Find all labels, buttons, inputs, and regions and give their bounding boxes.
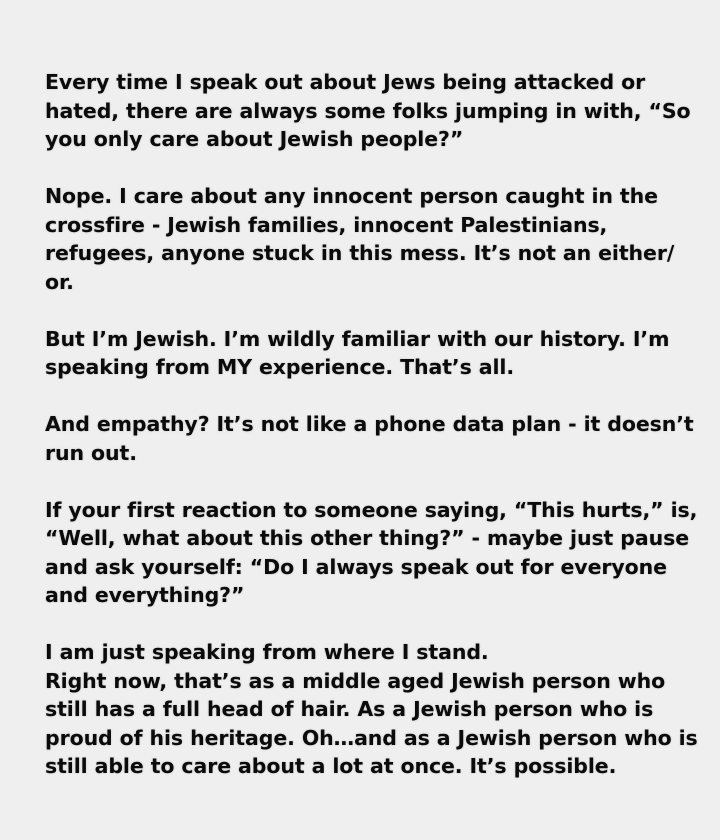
paragraph-4	[45, 410, 694, 467]
paragraph-line: And empathy? It’s not like a phone data plan - it doesn’t	[45, 412, 694, 436]
paragraph-line: refugees, anyone stuck in this mess. It’s not an either/	[45, 241, 675, 265]
paragraph-line: speaking from MY experience. That’s all.	[45, 355, 515, 379]
paragraph-line: proud of his heritage. Oh…and as a Jewish person who is	[45, 725, 698, 750]
paragraph-line: still has a full head of hair. As a Jewish person who is	[45, 697, 654, 721]
paragraph-line: hated, there are always some folks jumping in with, “So	[45, 98, 691, 123]
paragraph-line: and ask yourself: “Do I always speak out for everyone	[45, 554, 667, 579]
paragraph-1	[45, 68, 691, 154]
paragraph-6	[45, 638, 698, 781]
paragraph-line: “Well, what about this other thing?” - maybe just pause	[45, 526, 689, 550]
paragraph-line: you only care about Jewish people?”	[45, 127, 464, 151]
paragraph-line: or.	[45, 269, 74, 294]
paragraph-line: run out.	[45, 440, 137, 465]
paragraph-line: Every time I speak out about Jews being attacked or	[45, 70, 646, 94]
text-post-body	[45, 68, 698, 809]
paragraph-line: Right now, that’s as a middle aged Jewish person who	[45, 668, 666, 693]
paragraph-line: Nope. I care about any innocent person caught in the	[45, 184, 658, 208]
paragraph-line: and everything?”	[45, 583, 245, 607]
paragraph-line: If your first reaction to someone saying, “This hurts,” is,	[45, 497, 698, 522]
paragraph-3	[45, 325, 685, 382]
paragraph-line: crossfire - Jewish families, innocent Palestinians,	[45, 212, 608, 237]
paragraph-line: But I’m Jewish. I’m wildly familiar with our history. I’m	[45, 326, 670, 351]
paragraph-line: I am just speaking from where I stand.	[45, 640, 489, 664]
paragraph-2	[45, 182, 685, 296]
paragraph-line: still able to care about a lot at once. It’s possible.	[45, 754, 617, 778]
paragraph-5	[45, 496, 698, 610]
